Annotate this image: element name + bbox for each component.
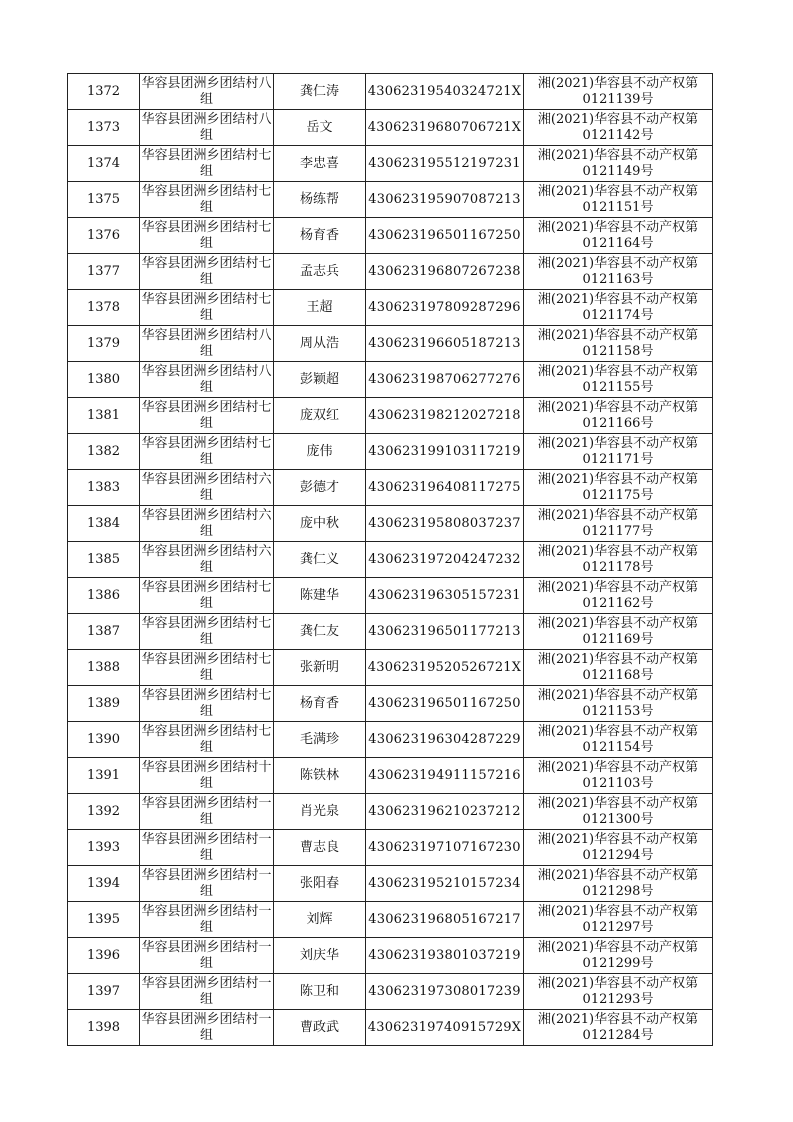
table-row: [68, 794, 713, 830]
certificate-number: 湘(2021)华容县不动产权第0121297号: [524, 902, 713, 938]
id-number: 430623197809287296: [366, 290, 524, 326]
certificate-number: 湘(2021)华容县不动产权第0121293号: [524, 974, 713, 1010]
address-cell: 华容县团洲乡团结村一组: [140, 902, 274, 938]
table-row: [68, 398, 713, 434]
certificate-number: 湘(2021)华容县不动产权第0121175号: [524, 470, 713, 506]
certificate-number: 湘(2021)华容县不动产权第0121300号: [524, 794, 713, 830]
certificate-number: 湘(2021)华容县不动产权第0121153号: [524, 686, 713, 722]
row-number: 1395: [68, 902, 140, 938]
table-row: [68, 218, 713, 254]
row-number: 1375: [68, 182, 140, 218]
row-number: 1394: [68, 866, 140, 902]
table-row: [68, 866, 713, 902]
address-cell: 华容县团洲乡团结村六组: [140, 470, 274, 506]
id-number: 430623195210157234: [366, 866, 524, 902]
certificate-number: 湘(2021)华容县不动产权第0121168号: [524, 650, 713, 686]
certificate-number: 湘(2021)华容县不动产权第0121174号: [524, 290, 713, 326]
address-cell: 华容县团洲乡团结村一组: [140, 794, 274, 830]
row-number: 1380: [68, 362, 140, 398]
id-number: 430623195907087213: [366, 182, 524, 218]
address-cell: 华容县团洲乡团结村七组: [140, 650, 274, 686]
address-cell: 华容县团洲乡团结村七组: [140, 722, 274, 758]
id-number: 430623198706277276: [366, 362, 524, 398]
row-number: 1374: [68, 146, 140, 182]
table-row: [68, 686, 713, 722]
address-cell: 华容县团洲乡团结村八组: [140, 110, 274, 146]
row-number: 1376: [68, 218, 140, 254]
table-row: [68, 542, 713, 578]
id-number: 43062319520526721X: [366, 650, 524, 686]
table-row: [68, 578, 713, 614]
row-number: 1396: [68, 938, 140, 974]
table-row: [68, 434, 713, 470]
row-number: 1381: [68, 398, 140, 434]
owner-name: 孟志兵: [274, 254, 366, 290]
owner-name: 岳文: [274, 110, 366, 146]
owner-name: 曹政武: [274, 1010, 366, 1046]
address-cell: 华容县团洲乡团结村七组: [140, 398, 274, 434]
address-cell: 华容县团洲乡团结村七组: [140, 182, 274, 218]
certificate-number: 湘(2021)华容县不动产权第0121155号: [524, 362, 713, 398]
id-number: 430623194911157216: [366, 758, 524, 794]
owner-name: 庞伟: [274, 434, 366, 470]
row-number: 1373: [68, 110, 140, 146]
owner-name: 杨育香: [274, 686, 366, 722]
certificate-number: 湘(2021)华容县不动产权第0121142号: [524, 110, 713, 146]
table-row: [68, 1010, 713, 1046]
certificate-number: 湘(2021)华容县不动产权第0121299号: [524, 938, 713, 974]
owner-name: 杨练帮: [274, 182, 366, 218]
table-row: [68, 506, 713, 542]
id-number: 430623193801037219: [366, 938, 524, 974]
address-cell: 华容县团洲乡团结村一组: [140, 938, 274, 974]
table-row: [68, 290, 713, 326]
owner-name: 李忠喜: [274, 146, 366, 182]
table-row: [68, 470, 713, 506]
address-cell: 华容县团洲乡团结村一组: [140, 830, 274, 866]
owner-name: 龚仁义: [274, 542, 366, 578]
row-number: 1372: [68, 74, 140, 110]
row-number: 1379: [68, 326, 140, 362]
row-number: 1393: [68, 830, 140, 866]
id-number: 430623196805167217: [366, 902, 524, 938]
owner-name: 周从浩: [274, 326, 366, 362]
table-row: [68, 902, 713, 938]
table-row: [68, 758, 713, 794]
table-row: [68, 974, 713, 1010]
address-cell: 华容县团洲乡团结村七组: [140, 578, 274, 614]
owner-name: 彭德才: [274, 470, 366, 506]
table-row: [68, 614, 713, 650]
certificate-number: 湘(2021)华容县不动产权第0121103号: [524, 758, 713, 794]
owner-name: 陈铁林: [274, 758, 366, 794]
row-number: 1392: [68, 794, 140, 830]
owner-name: 刘庆华: [274, 938, 366, 974]
address-cell: 华容县团洲乡团结村七组: [140, 686, 274, 722]
table-row: [68, 74, 713, 110]
id-number: 430623196501167250: [366, 686, 524, 722]
owner-name: 王超: [274, 290, 366, 326]
owner-name: 陈卫和: [274, 974, 366, 1010]
table-row: [68, 362, 713, 398]
owner-name: 毛满珍: [274, 722, 366, 758]
certificate-number: 湘(2021)华容县不动产权第0121169号: [524, 614, 713, 650]
row-number: 1384: [68, 506, 140, 542]
table-row: [68, 326, 713, 362]
row-number: 1385: [68, 542, 140, 578]
id-number: 430623196501177213: [366, 614, 524, 650]
table-row: [68, 182, 713, 218]
row-number: 1398: [68, 1010, 140, 1046]
owner-name: 曹志良: [274, 830, 366, 866]
certificate-number: 湘(2021)华容县不动产权第0121151号: [524, 182, 713, 218]
table-row: [68, 650, 713, 686]
table-row: [68, 110, 713, 146]
address-cell: 华容县团洲乡团结村七组: [140, 434, 274, 470]
address-cell: 华容县团洲乡团结村七组: [140, 218, 274, 254]
row-number: 1382: [68, 434, 140, 470]
certificate-number: 湘(2021)华容县不动产权第0121154号: [524, 722, 713, 758]
owner-name: 龚仁涛: [274, 74, 366, 110]
row-number: 1377: [68, 254, 140, 290]
id-number: 430623196408117275: [366, 470, 524, 506]
table-row: [68, 938, 713, 974]
row-number: 1383: [68, 470, 140, 506]
owner-name: 张阳春: [274, 866, 366, 902]
id-number: 430623196305157231: [366, 578, 524, 614]
owner-name: 刘辉: [274, 902, 366, 938]
address-cell: 华容县团洲乡团结村八组: [140, 74, 274, 110]
address-cell: 华容县团洲乡团结村八组: [140, 362, 274, 398]
id-number: 43062319740915729X: [366, 1010, 524, 1046]
address-cell: 华容县团洲乡团结村七组: [140, 290, 274, 326]
row-number: 1386: [68, 578, 140, 614]
property-registry-table: [67, 73, 713, 1046]
table-row: [68, 146, 713, 182]
id-number: 430623199103117219: [366, 434, 524, 470]
id-number: 430623197107167230: [366, 830, 524, 866]
id-number: 430623196304287229: [366, 722, 524, 758]
row-number: 1397: [68, 974, 140, 1010]
owner-name: 张新明: [274, 650, 366, 686]
certificate-number: 湘(2021)华容县不动产权第0121164号: [524, 218, 713, 254]
owner-name: 庞中秋: [274, 506, 366, 542]
id-number: 430623196605187213: [366, 326, 524, 362]
table-row: [68, 830, 713, 866]
id-number: 430623196807267238: [366, 254, 524, 290]
id-number: 430623195808037237: [366, 506, 524, 542]
owner-name: 龚仁友: [274, 614, 366, 650]
id-number: 430623197308017239: [366, 974, 524, 1010]
address-cell: 华容县团洲乡团结村七组: [140, 614, 274, 650]
address-cell: 华容县团洲乡团结村七组: [140, 254, 274, 290]
address-cell: 华容县团洲乡团结村六组: [140, 506, 274, 542]
certificate-number: 湘(2021)华容县不动产权第0121162号: [524, 578, 713, 614]
owner-name: 陈建华: [274, 578, 366, 614]
address-cell: 华容县团洲乡团结村一组: [140, 974, 274, 1010]
certificate-number: 湘(2021)华容县不动产权第0121177号: [524, 506, 713, 542]
address-cell: 华容县团洲乡团结村七组: [140, 146, 274, 182]
address-cell: 华容县团洲乡团结村十组: [140, 758, 274, 794]
owner-name: 彭颖超: [274, 362, 366, 398]
row-number: 1389: [68, 686, 140, 722]
id-number: 430623197204247232: [366, 542, 524, 578]
address-cell: 华容县团洲乡团结村一组: [140, 866, 274, 902]
address-cell: 华容县团洲乡团结村六组: [140, 542, 274, 578]
row-number: 1387: [68, 614, 140, 650]
id-number: 430623196501167250: [366, 218, 524, 254]
id-number: 430623195512197231: [366, 146, 524, 182]
row-number: 1378: [68, 290, 140, 326]
row-number: 1391: [68, 758, 140, 794]
certificate-number: 湘(2021)华容县不动产权第0121163号: [524, 254, 713, 290]
certificate-number: 湘(2021)华容县不动产权第0121178号: [524, 542, 713, 578]
owner-name: 杨育香: [274, 218, 366, 254]
certificate-number: 湘(2021)华容县不动产权第0121294号: [524, 830, 713, 866]
id-number: 430623196210237212: [366, 794, 524, 830]
certificate-number: 湘(2021)华容县不动产权第0121139号: [524, 74, 713, 110]
id-number: 43062319540324721X: [366, 74, 524, 110]
row-number: 1390: [68, 722, 140, 758]
row-number: 1388: [68, 650, 140, 686]
certificate-number: 湘(2021)华容县不动产权第0121158号: [524, 326, 713, 362]
address-cell: 华容县团洲乡团结村八组: [140, 326, 274, 362]
address-cell: 华容县团洲乡团结村一组: [140, 1010, 274, 1046]
certificate-number: 湘(2021)华容县不动产权第0121284号: [524, 1010, 713, 1046]
certificate-number: 湘(2021)华容县不动产权第0121298号: [524, 866, 713, 902]
id-number: 430623198212027218: [366, 398, 524, 434]
certificate-number: 湘(2021)华容县不动产权第0121149号: [524, 146, 713, 182]
certificate-number: 湘(2021)华容县不动产权第0121171号: [524, 434, 713, 470]
table-body: [68, 74, 713, 1046]
table-row: [68, 254, 713, 290]
id-number: 43062319680706721X: [366, 110, 524, 146]
table-row: [68, 722, 713, 758]
certificate-number: 湘(2021)华容县不动产权第0121166号: [524, 398, 713, 434]
owner-name: 庞双红: [274, 398, 366, 434]
owner-name: 肖光泉: [274, 794, 366, 830]
